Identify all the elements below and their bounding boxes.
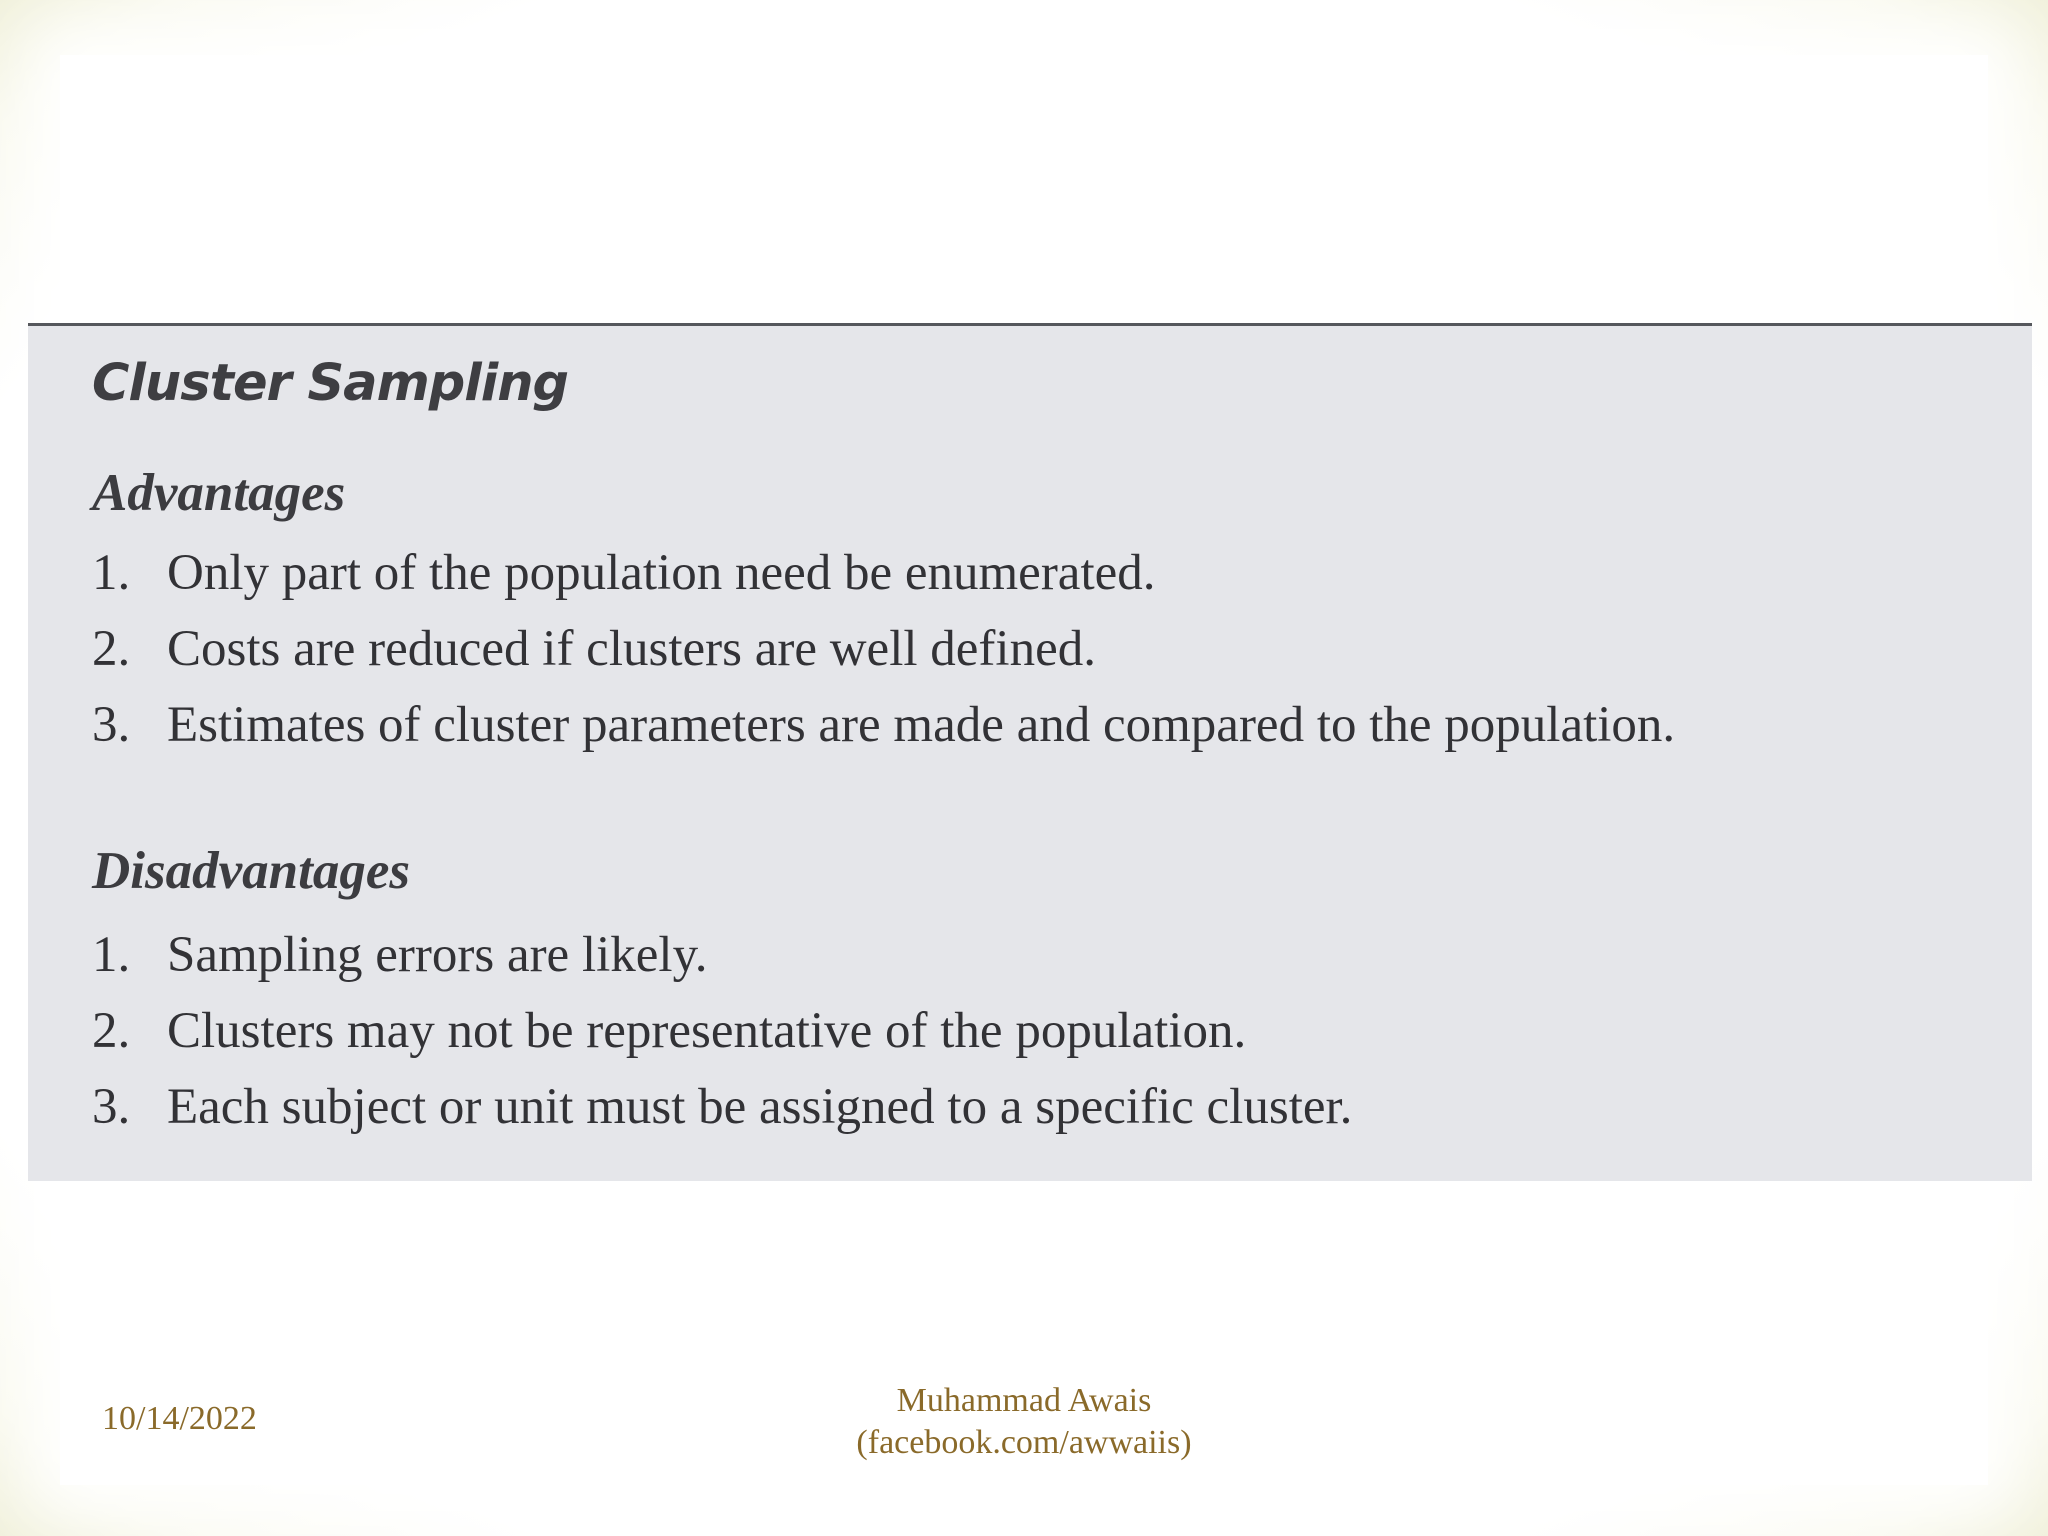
item-number: 2. bbox=[92, 1003, 131, 1059]
item-number: 1. bbox=[92, 927, 131, 983]
author-link: (facebook.com/awwaiis) bbox=[856, 1424, 1192, 1461]
item-text: Costs are reduced if clusters are well defined. bbox=[167, 621, 1096, 677]
footer-date: 10/14/2022 bbox=[102, 1400, 257, 1437]
cluster-sampling-box bbox=[28, 323, 2032, 1181]
disadvantage-item-3 bbox=[92, 1078, 1352, 1136]
item-text: Clusters may not be representative of the population. bbox=[167, 1003, 1247, 1059]
item-text: Each subject or unit must be assigned to a specific cluster. bbox=[167, 1079, 1353, 1135]
item-text: Estimates of cluster parameters are made and compared to the population. bbox=[167, 697, 1676, 753]
item-text: Only part of the population need be enumerated. bbox=[167, 545, 1156, 601]
item-text: Sampling errors are likely. bbox=[167, 927, 708, 983]
item-number: 2. bbox=[92, 621, 131, 677]
advantage-item-2 bbox=[92, 620, 1096, 678]
author-name: Muhammad Awais bbox=[896, 1382, 1152, 1419]
item-number: 3. bbox=[92, 697, 131, 753]
advantage-item-3 bbox=[92, 696, 1675, 754]
box-title: Cluster Sampling bbox=[92, 354, 569, 413]
item-number: 1. bbox=[92, 545, 131, 601]
advantages-heading: Advantages bbox=[92, 464, 346, 522]
item-number: 3. bbox=[92, 1079, 131, 1135]
disadvantage-item-1 bbox=[92, 926, 708, 984]
advantage-item-1 bbox=[92, 544, 1156, 602]
disadvantage-item-2 bbox=[92, 1002, 1246, 1060]
disadvantages-heading: Disadvantages bbox=[92, 842, 410, 900]
footer-author bbox=[700, 1380, 1348, 1464]
